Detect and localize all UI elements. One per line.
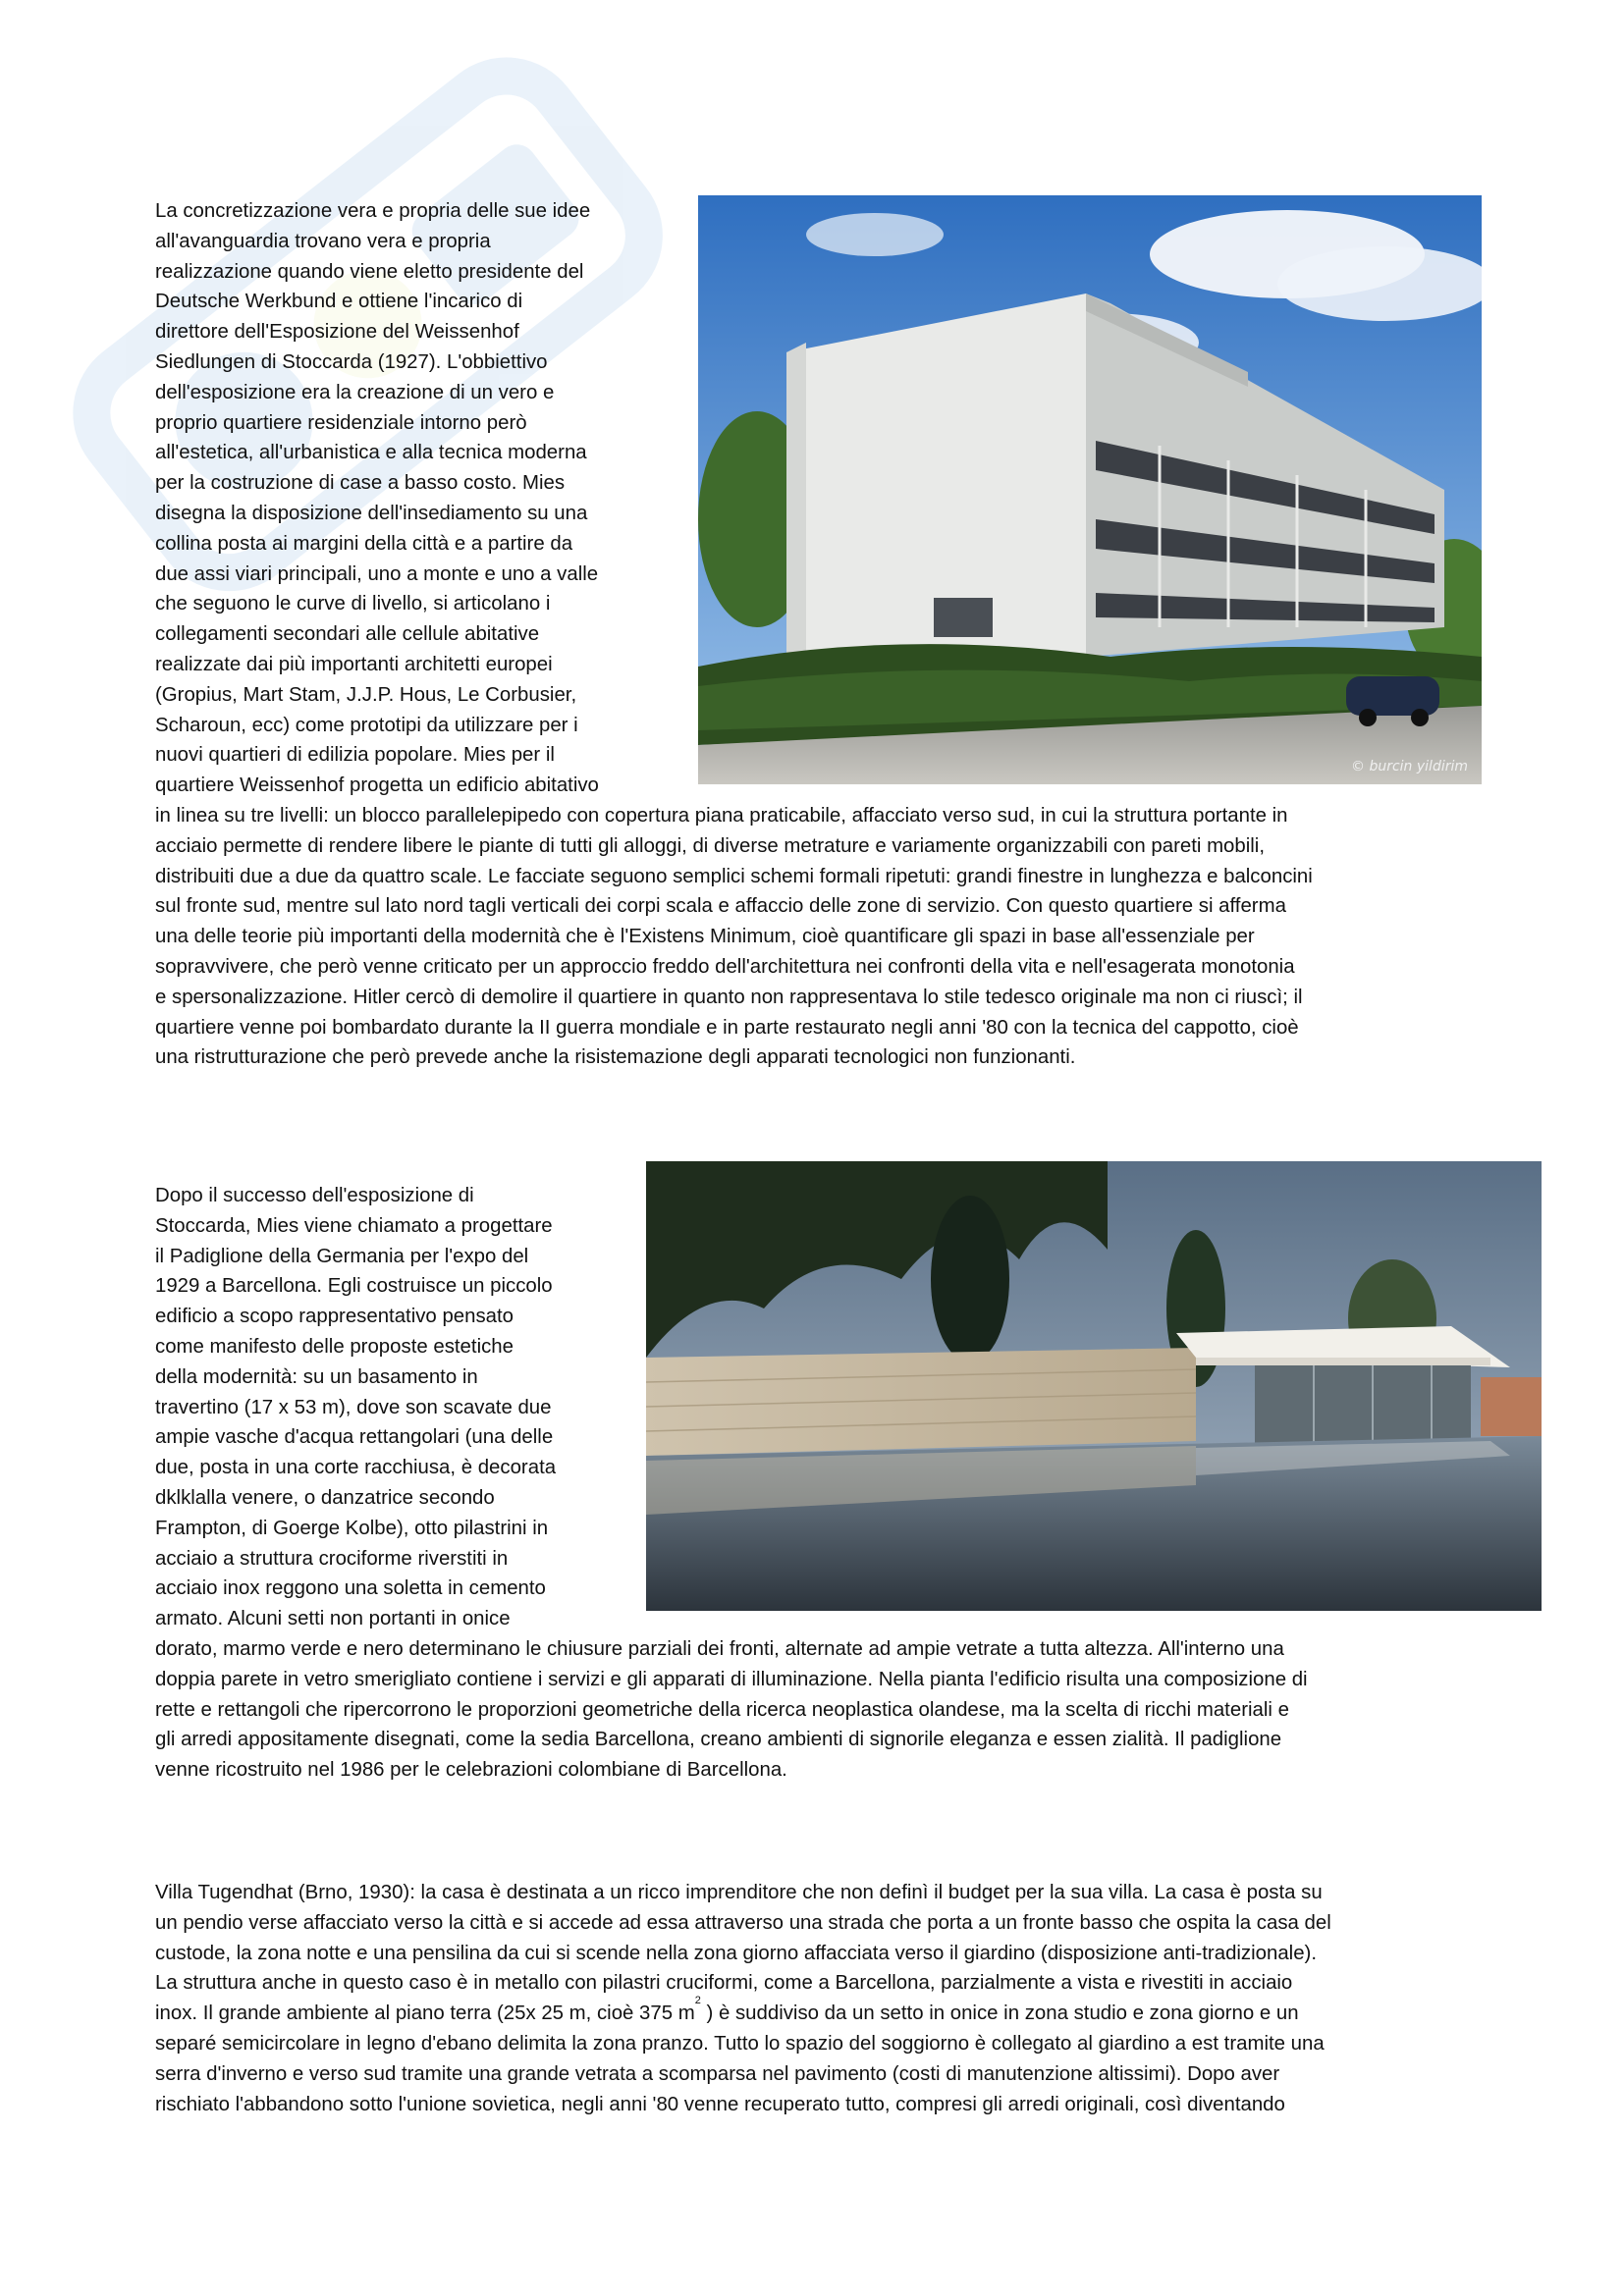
text-line: doppia parete in vetro smerigliato contiene i servizi e gli apparati di illuminazione. Nella pianta l'edificio risulta una composizione di <box>155 1668 1308 1690</box>
text-line: dklklalla venere, o danzatrice secondo <box>155 1486 495 1509</box>
text-line: distribuiti due a due da quattro scale. Le facciate seguono semplici schemi formali ripetuti: grandi finestre in lunghezza e balconcini <box>155 865 1313 887</box>
text-line: sopravvivere, che però venne criticato per un approccio freddo dell'architettura nei confronti della vita e nell'esagerata monotonia <box>155 955 1295 978</box>
text-line: all'avanguardia trovano vera e propria <box>155 230 491 252</box>
text-line: quartiere Weissenhof progetta un edificio abitativo <box>155 774 599 797</box>
text-line: separé semicircolare in legno d'ebano delimita la zona pranzo. Tutto lo spazio del soggiorno è collegato al giardino a est tramite una <box>155 2032 1325 2055</box>
text-line: disegna la disposizione dell'insediamento su una <box>155 502 588 524</box>
text-line: e spersonalizzazione. Hitler cercò di demolire il quartiere in quanto non rappresentava lo stile tedesco originale ma non ci riuscì; il <box>155 986 1303 1008</box>
text-line: sul fronte sud, mentre sul lato nord tagli verticali dei corpi scala e affaccio delle zone di servizio. Con questo quartiere si afferma <box>155 895 1286 918</box>
text-line: che seguono le curve di livello, si articolano i <box>155 593 551 615</box>
text-line: come manifesto delle proposte estetiche <box>155 1335 514 1358</box>
text-line: quartiere venne poi bombardato durante la II guerra mondiale e in parte restaurato negli anni '80 con la tecnica del cappotto, cioè <box>155 1016 1299 1039</box>
text-line: (Gropius, Mart Stam, J.J.P. Hous, Le Corbusier, <box>155 683 577 706</box>
section1-narrow-text <box>155 196 599 801</box>
text-line: un pendio verse affacciato verso la città e si accede ad essa attraverso una strada che porta a un fronte basso che ospita la casa del <box>155 1911 1331 1934</box>
text-line: acciaio inox reggono una soletta in cemento <box>155 1577 546 1600</box>
section2-wide-text <box>155 1634 1308 1786</box>
text-fragment: inox. Il grande ambiente al piano terra (25x 25 m, cioè 375 m <box>155 2002 695 2025</box>
text-line: Frampton, di Goerge Kolbe), otto pilastrini in <box>155 1517 549 1539</box>
text-line: una delle teorie più importanti della modernità che è l'Existens Minimum, cioè quantificare gli spazi in base all'essenziale per <box>155 926 1255 948</box>
text-line: rette e rettangoli che ripercorrono le proporzioni geometriche della ricerca neoplastica olandese, ma la scelta di ricchi materiali e <box>155 1698 1289 1721</box>
section2-narrow-text <box>155 1181 556 1634</box>
text-line: realizzate dai più importanti architetti europei <box>155 653 553 675</box>
text-line: Stoccarda, Mies viene chiamato a progettare <box>155 1214 553 1237</box>
text-line: all'estetica, all'urbanistica e alla tecnica moderna <box>155 442 587 464</box>
barcelona-pavilion-photo <box>646 1161 1542 1611</box>
text-line: acciaio permette di rendere libere le piante di tutti gli alloggi, di diverse metrature e variamente organizzabili con pareti mobili, <box>155 834 1265 857</box>
superscript: 2 <box>694 1995 701 2007</box>
section3-text <box>155 1878 1331 2119</box>
text-line: dell'esposizione era la creazione di un vero e <box>155 381 555 403</box>
text-line: La struttura anche in questo caso è in metallo con pilastri cruciformi, come a Barcellona, parzialmente a vista e rivestiti in acciaio <box>155 1972 1293 1995</box>
text-line: 1929 a Barcellona. Egli costruisce un piccolo <box>155 1275 553 1298</box>
photo-credit: © burcin yildirim <box>1351 759 1468 774</box>
text-line: per la costruzione di case a basso costo. Mies <box>155 472 566 495</box>
text-line: travertino (17 x 53 m), dove son scavate due <box>155 1396 552 1418</box>
text-line: edificio a scopo rappresentativo pensato <box>155 1306 514 1328</box>
text-line: nuovi quartieri di edilizia popolare. Mies per il <box>155 744 555 767</box>
text-fragment: ) è suddiviso da un setto in onice in zona studio e zona giorno e un <box>700 2002 1299 2025</box>
text-line: venne ricostruito nel 1986 per le celebrazioni colombiane di Barcellona. <box>155 1759 787 1782</box>
text-line: Dopo il successo dell'esposizione di <box>155 1185 474 1206</box>
text-line: Deutsche Werkbund e ottiene l'incarico di <box>155 291 523 313</box>
text-line: La concretizzazione vera e propria delle sue idee <box>155 200 591 222</box>
text-line: Siedlungen di Stoccarda (1927). L'obbiettivo <box>155 350 548 373</box>
text-line: acciaio a struttura crociforme riverstiti in <box>155 1547 509 1570</box>
text-line: serra d'inverno e verso sud tramite una grande vetrata a scomparsa nel pavimento (costi di manutenzione altissimi). Dopo aver <box>155 2062 1280 2085</box>
text-line: il Padiglione della Germania per l'expo del <box>155 1245 529 1267</box>
text-line: una ristrutturazione che però prevede anche la risistemazione degli apparati tecnologici non funzionanti. <box>155 1046 1076 1069</box>
text-line: rischiato l'abbandono sotto l'unione sovietica, negli anni '80 venne recuperato tutto, compresi gli arredi originali, così diventando <box>155 2093 1285 2115</box>
text-line: ampie vasche d'acqua rettangolari (una delle <box>155 1426 554 1449</box>
section1-wide-text <box>155 801 1313 1073</box>
text-line: due, posta in una corte racchiusa, è decorata <box>155 1457 557 1479</box>
text-line: gli arredi appositamente disegnati, come la sedia Barcellona, creano ambienti di signorile eleganza e essen zialità. Il padiglione <box>155 1729 1282 1751</box>
text-line: Scharoun, ecc) come prototipi da utilizzare per i <box>155 714 578 736</box>
text-line: due assi viari principali, uno a monte e uno a valle <box>155 562 599 585</box>
text-line: direttore dell'Esposizione del Weissenhof <box>155 321 519 344</box>
text-line: dorato, marmo verde e nero determinano le chiusure parziali dei fronti, alternate ad ampie vetrate a tutta altezza. All'interno una <box>155 1638 1284 1660</box>
weissenhof-building-photo <box>698 195 1482 784</box>
text-line: collina posta ai margini della città e a partire da <box>155 532 573 555</box>
text-line: armato. Alcuni setti non portanti in onice <box>155 1608 511 1630</box>
text-line: della modernità: su un basamento in <box>155 1365 478 1388</box>
text-line: custode, la zona notte e una pensilina da cui si scende nella zona giorno affacciata verso il giardino (disposizione anti-tradizionale). <box>155 1942 1318 1964</box>
text-line: proprio quartiere residenziale intorno però <box>155 411 527 434</box>
text-line: in linea su tre livelli: un blocco parallelepipedo con copertura piana praticabile, affacciato verso sud, in cui la struttura portante in <box>155 805 1288 827</box>
text-line: collegamenti secondari alle cellule abitative <box>155 623 540 646</box>
text-line: Villa Tugendhat (Brno, 1930): la casa è destinata a un ricco imprenditore che non definì il budget per la sua villa. La casa è posta su <box>155 1882 1323 1903</box>
text-line-with-superscript <box>155 1995 1331 2029</box>
text-line: realizzazione quando viene eletto presidente del <box>155 260 584 283</box>
